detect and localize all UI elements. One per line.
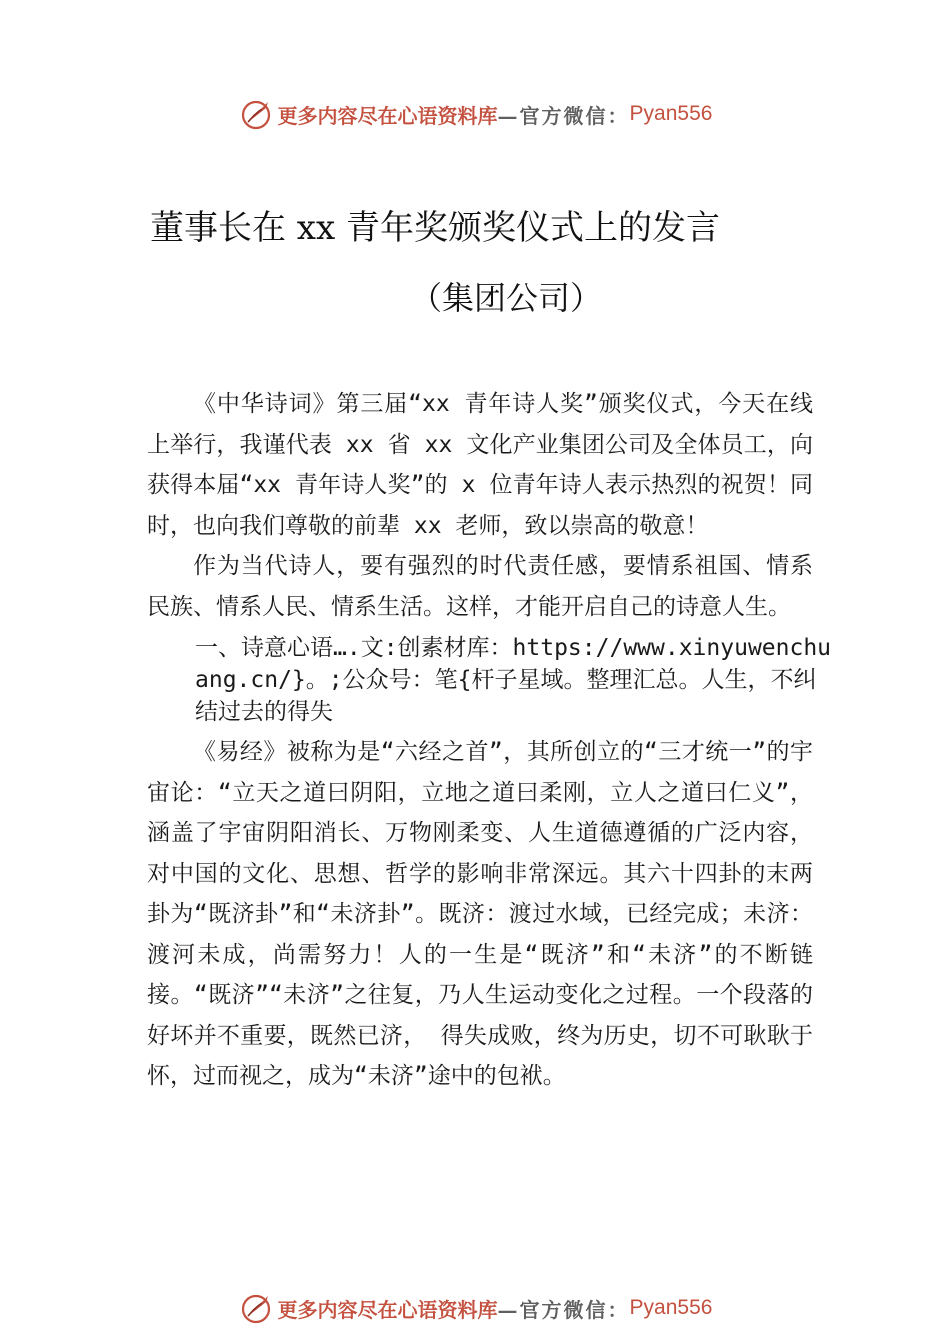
watermark-text-library: 更多内容尽在心语资料库 bbox=[277, 103, 498, 128]
paragraph-yijing: 《易经》被称为是“六经之首”，其所创立的“三才统一”的宇宙论：“立天之道曰阴阳，立地之道曰柔刚，立人之道曰仁义”，涵盖了宇宙阴阳消长、万物刚柔变、人生道德遵循的广泛内容，对中国的文化、思想、哲学的影响非常深远。其六十四卦的末两卦为“既济卦”和“未济卦”。既济：渡过水域，已经完成；未济：渡河未成，尚需努力！人的一生是“既济”和“未济”的不断链接。“既济”“未济”之往复，乃人生运动变化之过程。一个段落的好坏并不重要，既然已济， 得失成败，终为历史，切不可耿耿于怀，过而视之，成为“未济”途中的包袱。 bbox=[147, 739, 813, 1089]
quill-pen-icon bbox=[238, 96, 274, 132]
quill-pen-icon bbox=[238, 1290, 274, 1326]
document-title: 董事长在 xx 青年奖颁奖仪式上的发言 bbox=[150, 208, 720, 248]
section-heading: 一、诗意心语….文:创素材库：https://www.xinyuwenchuang.cn/}。;公众号：笔{杆子星域。整理汇总。人生，不纠结过去的得失 bbox=[195, 635, 832, 725]
watermark-text-wechat-id: Pyan556 bbox=[629, 102, 713, 125]
watermark-text-wechat-label: —官方微信： bbox=[497, 1297, 630, 1322]
header-watermark bbox=[0, 94, 950, 134]
document-subtitle: （集团公司） bbox=[410, 279, 603, 317]
watermark-text-wechat-id: Pyan556 bbox=[629, 1296, 713, 1319]
document-body bbox=[147, 384, 832, 1097]
watermark-text-library: 更多内容尽在心语资料库 bbox=[277, 1297, 498, 1322]
paragraph-responsibility: 作为当代诗人，要有强烈的时代责任感，要情系祖国、情系民族、情系人民、情系生活。这样，才能开启自己的诗意人生。 bbox=[147, 553, 813, 620]
watermark-text-wechat-label: —官方微信： bbox=[497, 103, 630, 128]
footer-watermark bbox=[0, 1288, 950, 1328]
paragraph-opening: 《中华诗词》第三届“xx 青年诗人奖”颁奖仪式，今天在线上举行，我谨代表 xx 省 xx 文化产业集团公司及全体员工，向获得本届“xx 青年诗人奖”的 x 位青年诗人表示热烈的祝贺！同时，也向我们尊敬的前辈 xx 老师，致以崇高的敬意！ bbox=[147, 391, 813, 539]
